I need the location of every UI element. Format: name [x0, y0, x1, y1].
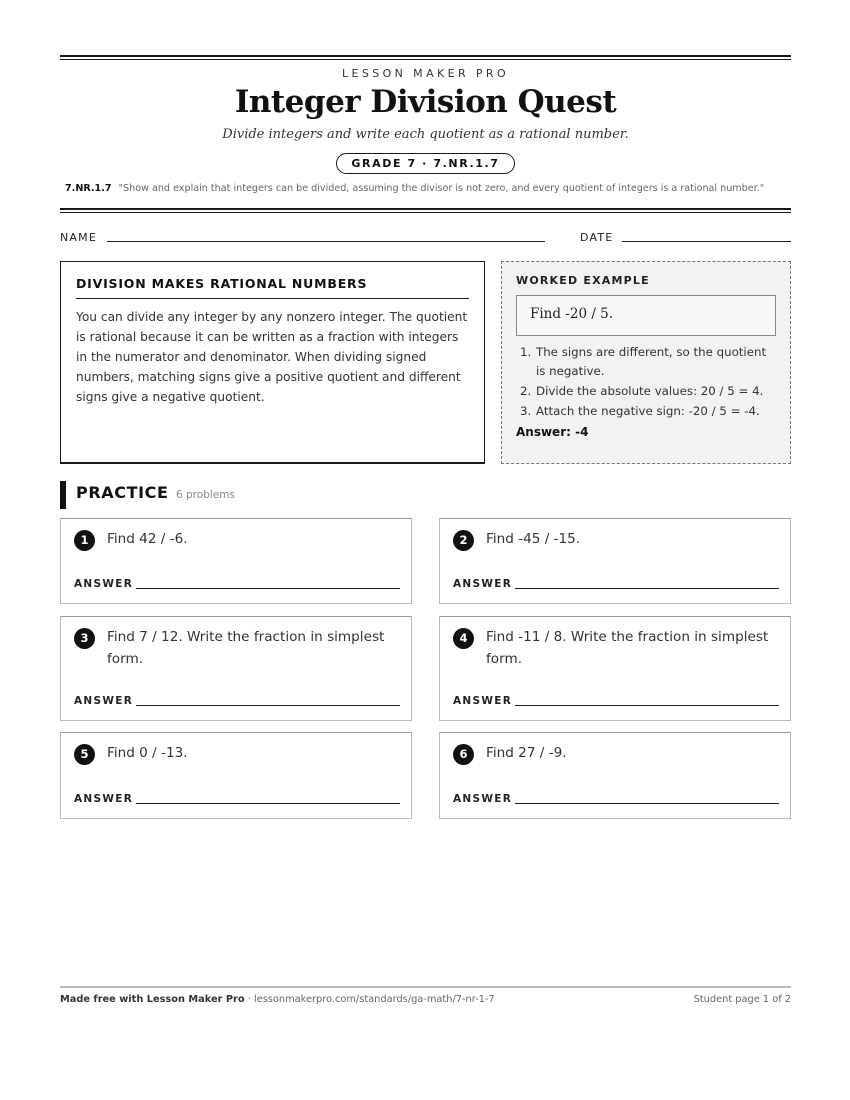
- standard-statement: [65, 183, 791, 194]
- name-label: NAME: [60, 231, 97, 244]
- problem-prompt: Find 7 / 12. Write the fraction in simplest form.: [107, 629, 385, 667]
- answer-label: ANSWER: [74, 695, 134, 707]
- grade-badge: GRADE 7 · 7.NR.1.7: [336, 153, 514, 174]
- page-title: Integer Division Quest: [234, 84, 617, 120]
- problem-number-badge: 6: [453, 744, 474, 765]
- footer-made-with: Made free with Lesson Maker Pro: [60, 994, 245, 1005]
- answer-field[interactable]: [515, 588, 779, 589]
- header-bottom-rule: [60, 208, 791, 213]
- problem-number-badge: 3: [74, 628, 95, 649]
- problem-number-badge: 2: [453, 530, 474, 551]
- brand-name: LESSON MAKER PRO: [341, 67, 510, 80]
- standard-code: 7.NR.1.7: [65, 183, 112, 194]
- problem-card-5: [60, 732, 412, 819]
- practice-count: 6 problems: [176, 489, 235, 501]
- worked-example-answer: Answer: -4: [516, 425, 589, 439]
- name-field[interactable]: [107, 241, 545, 242]
- answer-label: ANSWER: [74, 793, 134, 805]
- grade-badge-wrap: [60, 152, 791, 174]
- answer-field[interactable]: [136, 803, 400, 804]
- practice-accent-bar: [60, 481, 66, 509]
- problem-prompt: Find -11 / 8. Write the fraction in simplest form.: [486, 629, 769, 667]
- problem-prompt: Find 42 / -6.: [107, 531, 188, 547]
- problem-card-2: [439, 518, 791, 604]
- date-label: DATE: [580, 231, 614, 244]
- problem-number-badge: 4: [453, 628, 474, 649]
- problem-card-1: [60, 518, 412, 604]
- answer-field[interactable]: [515, 705, 779, 706]
- concept-card: [60, 261, 485, 464]
- worked-example-step: 2. Divide the absolute values: 20 / 5 = 4.: [520, 384, 764, 398]
- problem-card-6: [439, 732, 791, 819]
- problem-card-4: [439, 616, 791, 721]
- worked-example-heading: WORKED EXAMPLE: [516, 274, 650, 287]
- worked-example-step: 3. Attach the negative sign: -20 / 5 = -4.: [520, 404, 760, 418]
- problem-number-badge: 5: [74, 744, 95, 765]
- worked-example-card: [501, 261, 791, 464]
- worked-example-steps: [516, 343, 776, 421]
- top-double-rule: [60, 55, 791, 60]
- standard-text: "Show and explain that integers can be divided, assuming the divisor is not zero, and every quotient of integers is a rational number.": [118, 183, 765, 194]
- answer-field[interactable]: [136, 705, 400, 706]
- concept-body: You can divide any integer by any nonzero integer. The quotient is rational because it can be written as a fraction with integers in the numerator and denominator. When dividing signed numbers, matching signs give a positive quotient and different signs give a negative quotient.: [76, 310, 468, 404]
- footer-page-number: Student page 1 of 2: [693, 994, 791, 1005]
- footer-rule: [60, 986, 791, 988]
- answer-label: ANSWER: [74, 578, 134, 590]
- answer-field[interactable]: [136, 588, 400, 589]
- footer-credit: [60, 994, 495, 1005]
- practice-title: PRACTICE: [76, 483, 169, 502]
- problem-prompt: Find 27 / -9.: [486, 745, 567, 761]
- concept-heading: DIVISION MAKES RATIONAL NUMBERS: [76, 276, 469, 299]
- problem-number-badge: 1: [74, 530, 95, 551]
- problem-prompt: Find 0 / -13.: [107, 745, 188, 761]
- answer-label: ANSWER: [453, 578, 513, 590]
- worked-example-problem: Find -20 / 5.: [516, 295, 776, 336]
- footer-url[interactable]: · lessonmakerpro.com/standards/ga-math/7-nr-1-7: [244, 994, 495, 1005]
- worked-example-step: 1. The signs are different, so the quotient is negative.: [520, 345, 767, 378]
- worksheet-page: [60, 0, 791, 1100]
- answer-label: ANSWER: [453, 695, 513, 707]
- answer-label: ANSWER: [453, 793, 513, 805]
- page-subtitle: Divide integers and write each quotient as a rational number.: [222, 127, 629, 142]
- problem-card-3: [60, 616, 412, 721]
- answer-field[interactable]: [515, 803, 779, 804]
- date-field[interactable]: [622, 241, 791, 242]
- problem-prompt: Find -45 / -15.: [486, 531, 581, 547]
